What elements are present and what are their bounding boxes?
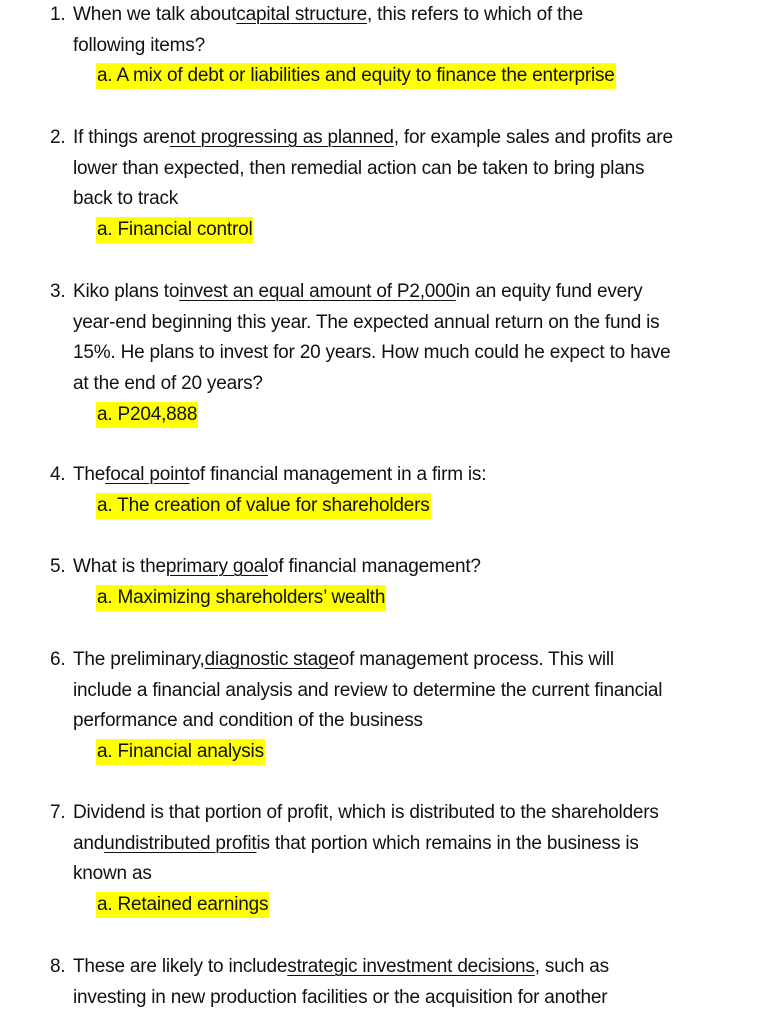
question-text: and <box>73 832 105 854</box>
question-line <box>50 983 750 1014</box>
question-line <box>50 31 750 62</box>
question-line <box>50 676 750 707</box>
question-line <box>50 184 750 215</box>
question-3 <box>50 277 750 431</box>
question-number: 1. <box>50 4 66 25</box>
question-5 <box>50 552 750 613</box>
question-text: lower than expected, then remedial action can be taken to bring plans <box>73 157 645 179</box>
question-line <box>50 829 750 860</box>
answer-line <box>96 400 750 431</box>
question-text: Dividend is that portion of profit, which is distributed to the shareholders <box>73 802 659 823</box>
answer-line <box>96 61 750 92</box>
underlined-term: not progressing as planned <box>169 127 394 148</box>
question-line <box>50 952 750 983</box>
question-8 <box>50 952 750 1013</box>
question-text: , this refers to which of the <box>367 4 583 25</box>
question-text: in an equity fund every <box>455 281 643 302</box>
question-line <box>50 706 750 737</box>
highlighted-answer: a. A mix of debt or liabilities and equity to finance the enterprise <box>96 63 616 89</box>
underlined-term: strategic investment decisions <box>287 956 535 977</box>
answer-line <box>96 583 750 614</box>
question-text: of financial management in a firm is: <box>189 464 487 485</box>
answer-line <box>96 890 750 921</box>
question-text: at the end of 20 years? <box>73 373 263 395</box>
question-line <box>50 859 750 890</box>
question-text: following items? <box>73 34 205 56</box>
question-line <box>50 552 750 583</box>
question-text: The <box>73 464 106 485</box>
question-text: of management process. This will <box>338 649 614 670</box>
question-text: If things are <box>73 127 170 148</box>
answer-line <box>96 737 750 768</box>
highlighted-answer: a. Maximizing shareholders’ wealth <box>96 585 386 611</box>
question-text: include a financial analysis and review to determine the current financial <box>73 679 663 701</box>
underlined-term: diagnostic stage <box>204 649 339 670</box>
underlined-term: undistributed profit <box>104 832 257 854</box>
question-text: performance and condition of the business <box>73 710 423 732</box>
question-number: 6. <box>50 649 66 670</box>
underlined-term: capital structure <box>236 4 367 25</box>
question-text: What is the <box>73 556 166 577</box>
question-text: of financial management? <box>267 556 481 577</box>
question-line <box>50 0 750 31</box>
question-1 <box>50 0 750 92</box>
question-text: is that portion which remains in the business is <box>256 832 639 854</box>
question-text: 15%. He plans to invest for 20 years. How much could he expect to have <box>73 342 671 364</box>
question-text: , such as <box>534 956 609 977</box>
question-line <box>50 154 750 185</box>
question-number: 8. <box>50 956 66 977</box>
question-4 <box>50 460 750 521</box>
highlighted-answer: a. Retained earnings <box>96 892 269 918</box>
question-line <box>50 277 750 308</box>
question-number: 3. <box>50 281 66 302</box>
question-2 <box>50 123 750 246</box>
question-text: investing in new production facilities or the acquisition for another <box>73 986 608 1008</box>
question-text: These are likely to include <box>73 956 288 977</box>
question-text: When we talk about <box>73 4 237 25</box>
underlined-term: primary goal <box>165 556 268 577</box>
question-text: Kiko plans to <box>73 281 180 302</box>
question-text: The preliminary, <box>73 649 205 670</box>
question-line <box>50 369 750 400</box>
question-number: 2. <box>50 127 66 148</box>
highlighted-answer: a. Financial analysis <box>96 739 265 765</box>
question-line <box>50 308 750 339</box>
question-number: 7. <box>50 802 66 823</box>
question-line <box>50 460 750 491</box>
question-line <box>50 645 750 676</box>
answer-line <box>96 491 750 522</box>
highlighted-answer: a. P204,888 <box>96 402 198 428</box>
question-line <box>50 798 750 829</box>
question-line <box>50 123 750 154</box>
underlined-term: focal point <box>105 464 190 485</box>
highlighted-answer: a. The creation of value for shareholders <box>96 493 431 519</box>
question-6 <box>50 645 750 768</box>
highlighted-answer: a. Financial control <box>96 217 253 243</box>
question-number: 4. <box>50 464 66 485</box>
question-text: back to track <box>73 188 179 210</box>
question-7 <box>50 798 750 921</box>
question-text: , for example sales and profits are <box>393 127 673 148</box>
question-number: 5. <box>50 556 66 577</box>
question-text: known as <box>73 863 152 885</box>
answer-line <box>96 215 750 246</box>
underlined-term: invest an equal amount of P2,000 <box>179 281 456 302</box>
question-line <box>50 338 750 369</box>
question-text: year-end beginning this year. The expected annual return on the fund is <box>73 311 660 333</box>
